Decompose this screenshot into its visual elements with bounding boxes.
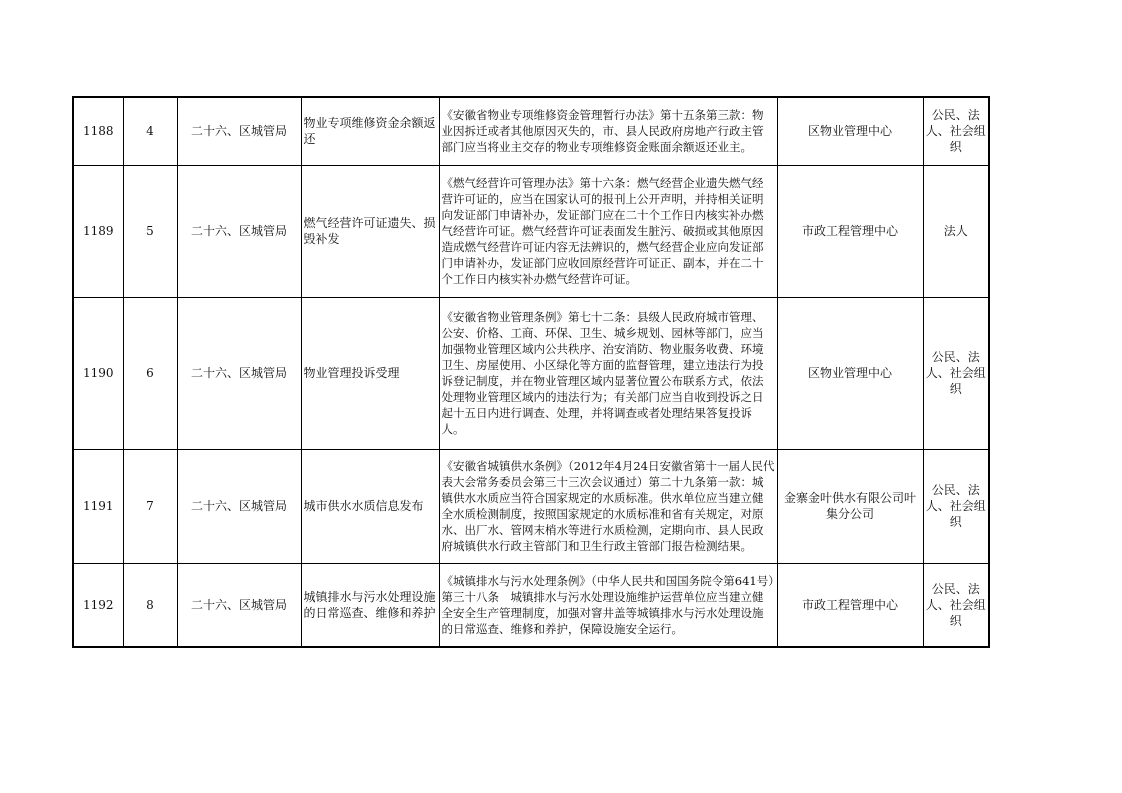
legal-basis: 《安徽省物业管理条例》第七十二条：县级人民政府城市管理、公安、价格、工商、环保、卫生、城乡规划、园林等部门，应当加强物业管理区域内公共秩序、治安消防、物业服务收费、环境卫生、房屋使用、小区绿化等方面的监督管理，建立违法行为投诉登记制度，并在物业管理区域内显著位置公布联系方式，依法处理物业管理区域内的违法行为；有关部门应当自收到投诉之日起十五日内进行调查、处理，并将调查或者处理结果答复投诉人。 — [439, 297, 777, 449]
service-target: 法人 — [923, 165, 989, 297]
legal-basis: 《燃气经营许可管理办法》第十六条：燃气经营企业遗失燃气经营许可证的，应当在国家认可的报刊上公开声明，并持相关证明向发证部门申请补办，发证部门应在二十个工作日内核实补办燃气经营许可证。燃气经营许可证表面发生脏污、破损或其他原因造成燃气经营许可证内容无法辨识的，燃气经营企业应向发证部门申请补办，发证部门应收回原经营许可证正、副本，并在二十个工作日内核实补办燃气经营许可证。 — [439, 165, 777, 297]
department: 二十六、区城管局 — [177, 97, 301, 165]
service-target: 公民、法人、社会组织 — [923, 297, 989, 449]
legal-basis: 《安徽省物业专项维修资金管理暂行办法》第十五条第三款：物业因拆迁或者其他原因灭失的，市、县人民政府房地产行政主管部门应当将业主交存的物业专项维修资金账面余额返还业主。 — [439, 97, 777, 165]
table-row — [73, 563, 989, 647]
responsible-unit: 市政工程管理中心 — [777, 165, 923, 297]
item-name: 城镇排水与污水处理设施的日常巡查、维修和养护 — [301, 563, 439, 647]
legal-basis: 《城镇排水与污水处理条例》（中华人民共和国国务院令第641号）第三十八条 城镇排水与污水处理设施维护运营单位应当建立健全安全生产管理制度，加强对窨井盖等城镇排水与污水处理设施的日常巡查、维修和养护，保障设施安全运行。 — [439, 563, 777, 647]
sub-number: 5 — [123, 165, 177, 297]
service-target: 公民、法人、社会组织 — [923, 449, 989, 563]
table-row — [73, 449, 989, 563]
table-row — [73, 97, 989, 165]
service-target: 公民、法人、社会组织 — [923, 563, 989, 647]
department: 二十六、区城管局 — [177, 449, 301, 563]
row-number: 1189 — [73, 165, 123, 297]
department: 二十六、区城管局 — [177, 165, 301, 297]
sub-number: 7 — [123, 449, 177, 563]
sub-number: 4 — [123, 97, 177, 165]
item-name: 物业专项维修资金余额返还 — [301, 97, 439, 165]
department: 二十六、区城管局 — [177, 563, 301, 647]
sub-number: 6 — [123, 297, 177, 449]
item-name: 城市供水水质信息发布 — [301, 449, 439, 563]
sub-number: 8 — [123, 563, 177, 647]
service-list-table — [72, 96, 990, 648]
item-name: 物业管理投诉受理 — [301, 297, 439, 449]
responsible-unit: 金寨金叶供水有限公司叶集分公司 — [777, 449, 923, 563]
item-name: 燃气经营许可证遗失、损毁补发 — [301, 165, 439, 297]
legal-basis: 《安徽省城镇供水条例》（2012年4月24日安徽省第十一届人民代表大会常务委员会第三十三次会议通过）第二十九条第一款：城镇供水水质应当符合国家规定的水质标准。供水单位应当建立健全水质检测制度，按照国家规定的水质标准和省有关规定，对原水、出厂水、管网末梢水等进行水质检测，定期向市、县人民政府城镇供水行政主管部门和卫生行政主管部门报告检测结果。 — [439, 449, 777, 563]
table-row — [73, 297, 989, 449]
department: 二十六、区城管局 — [177, 297, 301, 449]
row-number: 1192 — [73, 563, 123, 647]
table-row — [73, 165, 989, 297]
service-target: 公民、法人、社会组织 — [923, 97, 989, 165]
row-number: 1190 — [73, 297, 123, 449]
row-number: 1188 — [73, 97, 123, 165]
responsible-unit: 市政工程管理中心 — [777, 563, 923, 647]
responsible-unit: 区物业管理中心 — [777, 97, 923, 165]
row-number: 1191 — [73, 449, 123, 563]
responsible-unit: 区物业管理中心 — [777, 297, 923, 449]
